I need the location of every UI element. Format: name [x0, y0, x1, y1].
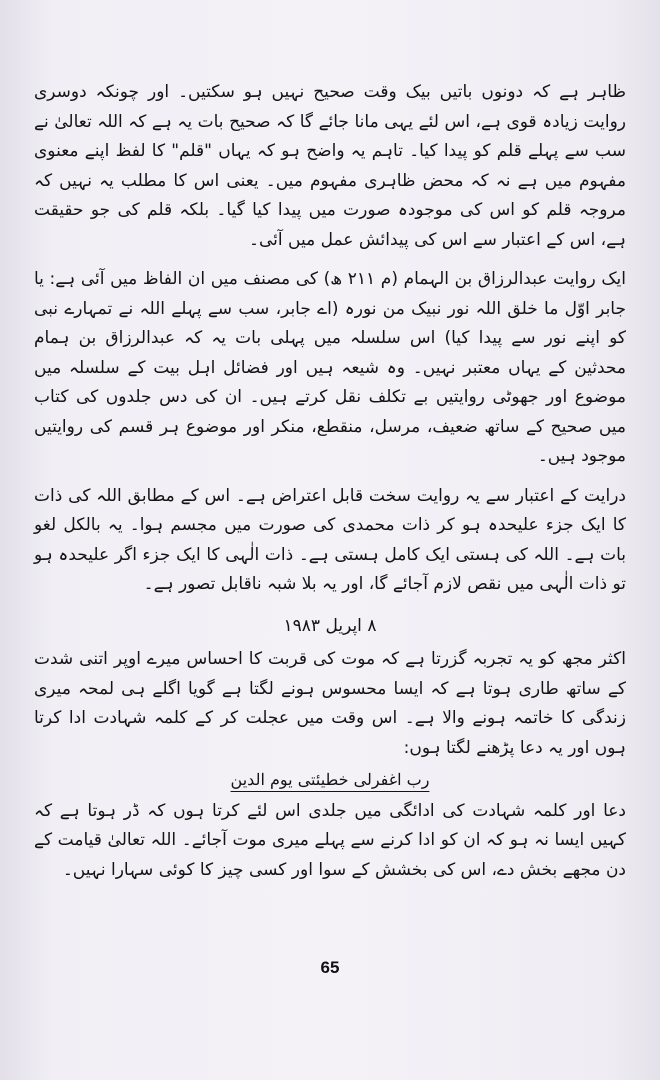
page-body	[34, 78, 626, 885]
arabic-prayer	[34, 765, 626, 795]
paragraph-4: اکثر مجھ کو یہ تجربہ گزرتا ہے کہ موت کی قربت کا احساس میرے اوپر اتنی شدت کے ساتھ طاری ہوتا ہے کہ ایسا محسوس ہونے لگتا ہے گویا اگلے ہی لمحہ میری زندگی کا خاتمہ ہونے والا ہے۔ اس وقت میں عجلت کر کے کلمہ شہادت ادا کرتا ہوں اور یہ دعا پڑھنے لگتا ہوں:	[34, 649, 626, 758]
page-number: 65	[320, 958, 340, 977]
date-heading: ۸ اپریل ۱۹۸۳	[283, 615, 377, 636]
paragraph-3: درایت کے اعتبار سے یہ روایت سخت قابل اعتراض ہے۔ اس کے مطابق اللہ کی ذات کا ایک جزء علیحدہ ہو کر ذات محمدی کی صورت میں مجسم ہوا۔ یہ بالکل لغو بات ہے۔ اللہ کی ہستی ایک کامل ہستی ہے۔ ذات الٰہی کا ایک جزء اگر علیحدہ ہو تو ذات الٰہی میں نقص لازم آجائے گا، اور یہ بلا شبہ ناقابل تصور ہے۔	[34, 485, 626, 594]
paragraph-5: دعا اور کلمہ شہادت کی ادائگی میں جلدی اس لئے کرتا ہوں کہ ڈر ہوتا ہے کہ کہیں ایسا نہ ہو کہ ان کو ادا کرنے سے پہلے میری موت آجائے۔ اللہ تعالیٰ قیامت کے دن مجھے بخش دے، اس کی بخشش کے سوا اور کسی چیز کا کوئی سہارا نہیں۔	[34, 800, 626, 880]
arabic-prayer-text: رب اغفرلی خطیئتی یوم الدین	[230, 770, 430, 789]
paragraph-1: ظاہر ہے کہ دونوں باتیں بیک وقت صحیح نہیں ہو سکتیں۔ اور چونکہ دوسری روایت زیادہ قوی ہے، اس لئے یہی مانا جائے گا کہ صحیح بات یہ ہے کہ اللہ تعالیٰ نے سب سے پہلے قلم کو پیدا کیا۔ تاہم یہ واضح ہو کہ یہاں "قلم" کا لفظ اپنے معنوی مفہوم میں ہے نہ کہ محض ظاہری مفہوم میں۔ یعنی اس کا مطلب یہ نہیں کہ مروجہ قلم کو اس کی موجودہ صورت میں پیدا کیا گیا۔ بلکہ قلم کی جو حقیقت ہے، اس کے اعتبار سے اس کی پیدائش عمل میں آئی۔	[34, 82, 626, 250]
paragraph-2: ایک روایت عبدالرزاق بن الہمام (م ۲۱۱ ھ) کی مصنف میں ان الفاظ میں آئی ہے: یا جابر اوّل ما خلق اللہ نور نبیک من نورہ (اے جابر، سب سے پہلے اللہ نے تمہارے نبی کو اپنے نور سے پیدا کیا) اس سلسلہ میں پہلی بات یہ کہ عبدالرزاق بن ہمام محدثین کے یہاں معتبر نہیں۔ وہ شیعہ ہیں اور فضائل اہل بیت کے سلسلہ میں موضوع اور جھوٹی روایتیں بے تکلف نقل کرتے ہیں۔ ان کی دس جلدوں کی کتاب میں صحیح کے ساتھ ضعیف، مرسل، منقطع، منکر اور موضوع ہر قسم کی روایتیں موجود ہیں۔	[34, 269, 626, 466]
